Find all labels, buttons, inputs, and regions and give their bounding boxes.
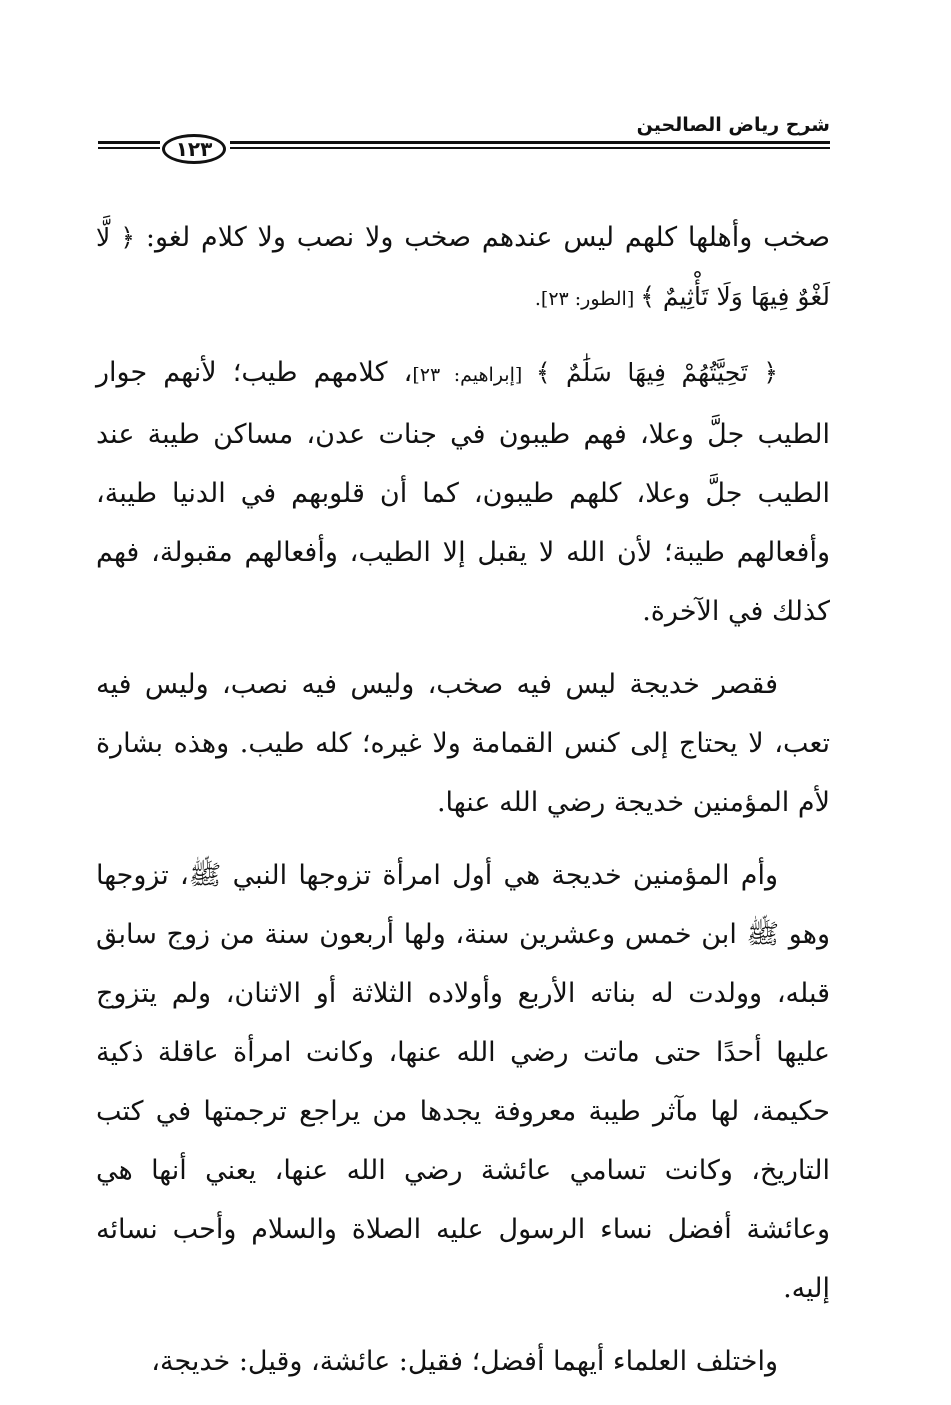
verse-reference: [إبراهيم: ٢٣] (412, 364, 536, 386)
paragraph-text: وأم المؤمنين خديجة هي أول امرأة تزوجها النبي ﷺ، تزوجها وهو ﷺ ابن خمس وعشرين سنة، ولها أربعون سنة من زوج سابق قبله، وولدت له بناته الأربع وأولاده الثلاثة أو الاثنان، ولم يتزوج عليها أحدًا حتى ماتت رضي الله عنها، وكانت امرأة عاقلة ذكية حكيمة، لها مآثر طيبة معروفة يجدها من يراجع ترجمتها في كتب التاريخ، وكانت تسامي عائشة رضي الله عنها، يعني أنها هي وعائشة أفضل نساء الرسول عليه الصلاة والسلام وأحب نسائه إليه. (96, 860, 830, 1304)
page-number: ١٢٣ (162, 134, 226, 164)
paragraph-p5 (96, 1332, 830, 1391)
verse-reference: [الطور: ٢٣]. (534, 288, 641, 310)
running-title: شرح رياض الصالحين (636, 114, 830, 136)
header-rule-right (230, 141, 830, 152)
paragraph-text: ، كلامهم طيب؛ لأنهم جوار الطيب جلَّ وعلا، فهم طيبون في جنات عدن، مساكن طيبة عند الطيب جلَّ وعلا، كلهم طيبون، كما أن قلوبهم في الدنيا طيبة، وأفعالهم طيبة؛ لأن الله لا يقبل إلا الطيب، وأفعالهم مقبولة، فهم كذلك في الآخرة. (96, 357, 830, 627)
quran-verse: ﴿ لَّا لَغْوٌ فِيهَا وَلَا تَأْثِيمٌ ﴾ (96, 223, 830, 311)
paragraph-text: صخب وأهلها كلهم ليس عندهم صخب ولا نصب ولا كلام لغو: (135, 222, 830, 253)
paragraph-p4 (96, 846, 830, 1318)
paragraph-p2 (96, 343, 830, 641)
paragraph-p1 (96, 208, 830, 329)
paragraph-text: واختلف العلماء أيهما أفضل؛ فقيل: عائشة، وقيل: خديجة، (151, 1346, 778, 1377)
paragraph-p3 (96, 655, 830, 832)
quran-verse: ﴿ تَحِيَّتُهُمْ فِيهَا سَلَٰمٌ ﴾ (535, 358, 778, 387)
paragraph-text: فقصر خديجة ليس فيه صخب، وليس فيه نصب، وليس فيه تعب، لا يحتاج إلى كنس القمامة ولا غيره؛ كله طيب. وهذه بشارة لأم المؤمنين خديجة رضي الله عنها. (96, 669, 830, 818)
body-text (96, 208, 830, 1405)
page-header (98, 108, 830, 168)
header-rule-left (98, 141, 160, 152)
